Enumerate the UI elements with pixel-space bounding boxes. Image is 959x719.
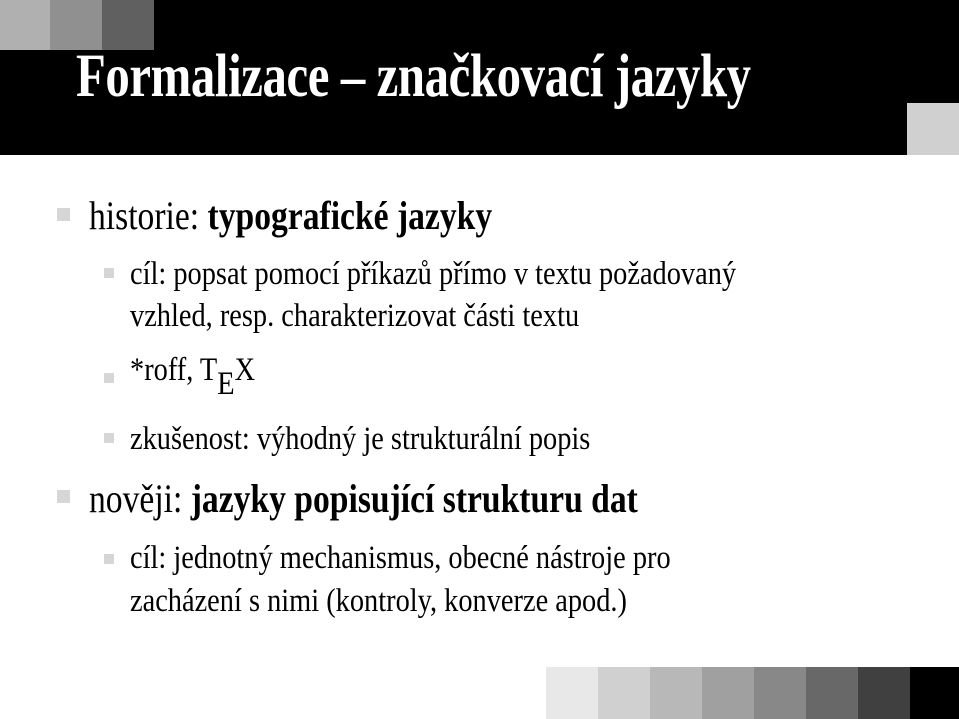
- decor-square: [702, 667, 754, 719]
- list-item: cíl: popsat pomocí příkazů přímo v textu požadovaný: [130, 256, 737, 292]
- item-emphasis: typografické jazyky: [207, 193, 493, 238]
- decor-square: [910, 667, 959, 719]
- decor-square: [858, 667, 910, 719]
- decor-square: [650, 667, 702, 719]
- item-prefix: nověji:: [89, 476, 191, 521]
- decor-square: [598, 667, 650, 719]
- list-item: zkušenost: výhodný je strukturální popis: [130, 421, 591, 457]
- decor-square: [907, 103, 959, 155]
- bullet-icon: [57, 208, 70, 221]
- decor-square: [754, 667, 806, 719]
- item-prefix: *roff, T: [130, 352, 218, 388]
- item-suffix: X: [234, 352, 256, 388]
- decor-square: [546, 667, 598, 719]
- tex-e-subscript: E: [217, 366, 235, 402]
- bullet-icon: [104, 554, 114, 564]
- decor-square: [806, 667, 858, 719]
- bullet-icon: [104, 373, 114, 383]
- list-item: [130, 352, 256, 402]
- bullet-icon: [104, 268, 114, 278]
- decor-square: [0, 0, 50, 50]
- list-item-continuation: zacházení s nimi (kontroly, konverze apod.): [130, 583, 627, 619]
- slide-title: Formalizace – značkovací jazyky: [76, 43, 751, 110]
- item-prefix: historie:: [89, 193, 208, 238]
- list-item: [89, 192, 492, 239]
- list-item: [89, 475, 638, 522]
- bullet-icon: [104, 433, 114, 443]
- list-item: cíl: jednotný mechanismus, obecné nástroje pro: [130, 540, 671, 576]
- bullet-icon: [57, 490, 70, 503]
- list-item-continuation: vzhled, resp. charakterizovat části textu: [130, 298, 580, 334]
- item-emphasis: jazyky popisující strukturu dat: [190, 476, 638, 521]
